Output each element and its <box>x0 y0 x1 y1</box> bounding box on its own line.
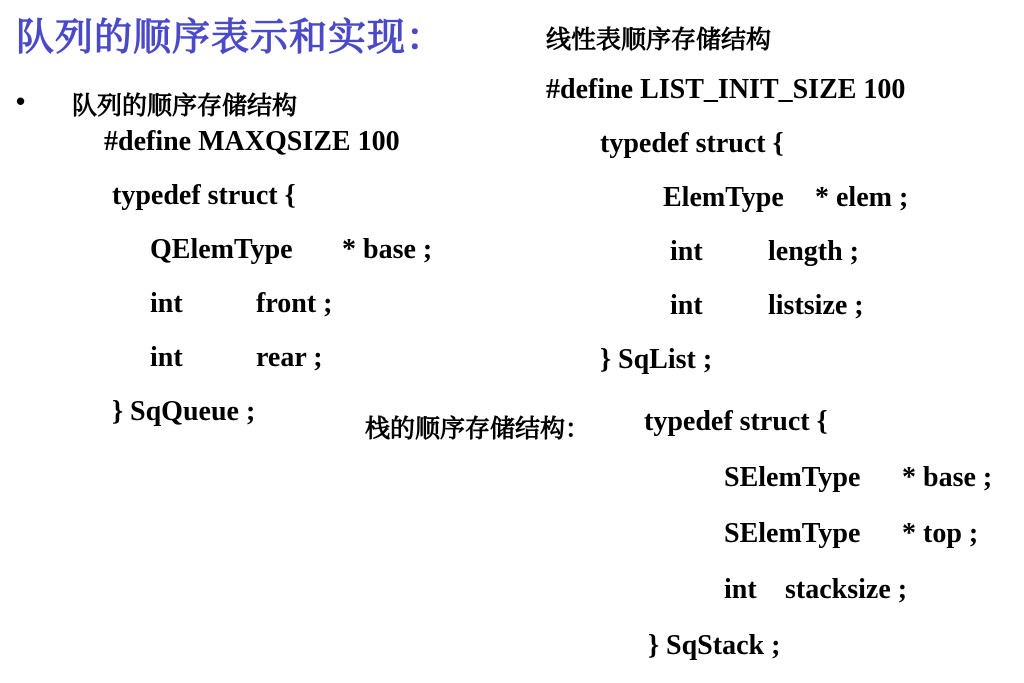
list-length-type: int <box>670 236 703 267</box>
page-title: 队列的顺序表示和实现： <box>16 15 446 59</box>
queue-rear-field: rear ; <box>256 342 323 373</box>
stack-base-type: SElemType <box>724 462 861 493</box>
queue-heading: 队列的顺序存储结构 <box>72 91 298 120</box>
stack-top-field: * top ; <box>902 518 979 549</box>
list-length-field: length ; <box>768 236 859 267</box>
queue-close-line: } SqQueue ; <box>112 396 256 427</box>
stack-close-line: } SqStack ; <box>648 630 781 661</box>
list-elem-type: ElemType <box>663 182 784 213</box>
queue-front-field: front ; <box>256 288 333 319</box>
stack-size-type: int <box>724 574 757 605</box>
list-define-line: #define LIST_INIT_SIZE 100 <box>546 74 906 105</box>
stack-top-type: SElemType <box>724 518 861 549</box>
stack-heading: 栈的顺序存储结构： <box>365 414 591 443</box>
list-close-line: } SqList ; <box>600 344 713 375</box>
list-heading: 线性表顺序存储结构 <box>546 25 772 54</box>
stack-base-field: * base ; <box>902 462 993 493</box>
list-elem-field: * elem ; <box>815 182 909 213</box>
queue-base-type: QElemType <box>150 234 293 265</box>
stack-typedef-line: typedef struct { <box>644 406 828 437</box>
list-listsize-field: listsize ; <box>768 290 864 321</box>
queue-typedef-line: typedef struct { <box>112 180 296 211</box>
queue-define-line: #define MAXQSIZE 100 <box>104 126 400 157</box>
stack-size-field: stacksize ; <box>785 574 908 605</box>
queue-front-type: int <box>150 288 183 319</box>
bullet-marker: • <box>16 86 26 116</box>
list-typedef-line: typedef struct { <box>600 128 784 159</box>
queue-rear-type: int <box>150 342 183 373</box>
queue-base-field: * base ; <box>342 234 433 265</box>
list-listsize-type: int <box>670 290 703 321</box>
